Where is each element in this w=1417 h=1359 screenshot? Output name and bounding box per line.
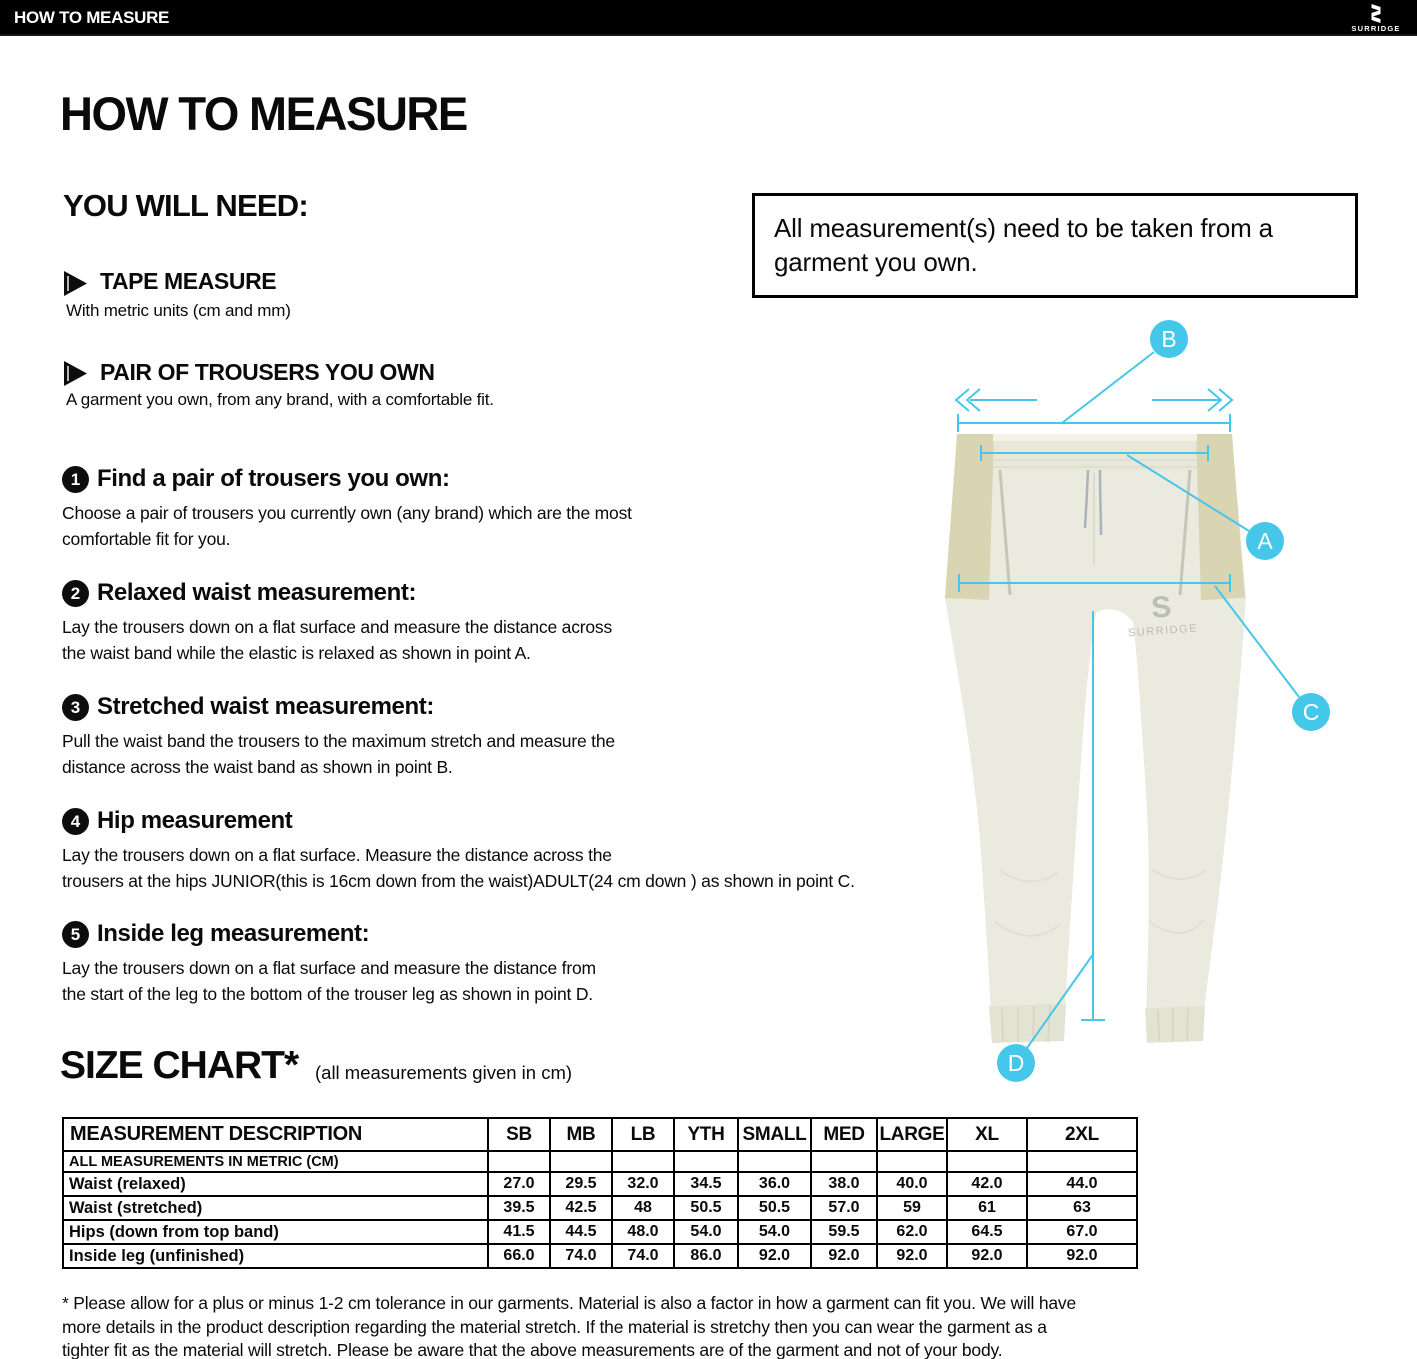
footnote-line: more details in the product description regarding the material stretch. If the material is stretchy then you can wear the garment as a	[62, 1316, 1047, 1337]
measurement-value-cell: 36.0	[738, 1172, 811, 1196]
measurement-value-cell: 62.0	[877, 1220, 947, 1244]
step-body-line: Choose a pair of trousers you currently own (any brand) which are the most	[62, 503, 632, 523]
measurement-value-cell: 57.0	[811, 1196, 877, 1220]
step-body-line: Lay the trousers down on a flat surface. Measure the distance across the	[62, 845, 612, 865]
measurement-value-cell: 92.0	[811, 1244, 877, 1268]
size-chart-column-header: SMALL	[738, 1118, 811, 1151]
step-body	[62, 500, 632, 552]
measurement-value-cell: 44.0	[1027, 1172, 1137, 1196]
s-mark-icon	[1367, 2, 1385, 25]
measurement-value-cell: 29.5	[550, 1172, 612, 1196]
measurement-value-cell: 92.0	[877, 1244, 947, 1268]
callout-line-b	[1062, 352, 1154, 423]
measurement-value-cell: 32.0	[612, 1172, 674, 1196]
empty-cell	[612, 1151, 674, 1172]
step-title: Hip measurement	[97, 807, 293, 834]
measurement-value-cell: 59.5	[811, 1220, 877, 1244]
measurement-value-cell: 61	[947, 1196, 1027, 1220]
size-chart-data-row	[63, 1220, 1137, 1244]
measurement-value-cell: 54.0	[738, 1220, 811, 1244]
size-chart-column-header: SB	[488, 1118, 550, 1151]
measurement-label-cell: Hips (down from top band)	[63, 1220, 488, 1244]
measurement-value-cell: 74.0	[612, 1244, 674, 1268]
need-item-description: A garment you own, from any brand, with a comfortable fit.	[66, 390, 494, 409]
empty-cell	[674, 1151, 738, 1172]
measurement-value-cell: 63	[1027, 1196, 1137, 1220]
top-bar-title: HOW TO MEASURE	[14, 8, 170, 27]
empty-cell	[1027, 1151, 1137, 1172]
size-chart-column-header: LARGE	[877, 1118, 947, 1151]
empty-cell	[550, 1151, 612, 1172]
step-body-line: Pull the waist band the trousers to the maximum stretch and measure the	[62, 731, 615, 751]
step-number-badge: 2	[62, 580, 89, 607]
size-chart-column-header: XL	[947, 1118, 1027, 1151]
step-body-line: trousers at the hips JUNIOR(this is 16cm down from the waist)ADULT(24 cm down ) as shown in point C.	[62, 871, 855, 891]
step-body	[62, 842, 855, 894]
size-chart-subheading: (all measurements given in cm)	[315, 1062, 573, 1083]
measure-line-b-stretched-waist	[958, 414, 1230, 432]
size-chart-header-row	[63, 1118, 1137, 1151]
measurement-value-cell: 50.5	[674, 1196, 738, 1220]
empty-cell	[811, 1151, 877, 1172]
size-chart-data-row	[63, 1244, 1137, 1268]
measurement-value-cell: 48	[612, 1196, 674, 1220]
step-body-line: the waist band while the elastic is relaxed as shown in point A.	[62, 643, 531, 663]
measurement-label-cell: Inside leg (unfinished)	[63, 1244, 488, 1268]
step-body-line: comfortable fit for you.	[62, 529, 231, 549]
top-bar	[0, 0, 1417, 36]
step-body	[62, 728, 615, 780]
step-number-badge: 1	[62, 466, 89, 493]
measurement-value-cell: 27.0	[488, 1172, 550, 1196]
step-title: Relaxed waist measurement:	[97, 579, 417, 606]
label-c: C	[1302, 699, 1320, 725]
footnote	[62, 1292, 1076, 1359]
measurement-value-cell: 59	[877, 1196, 947, 1220]
size-chart-column-header: MEASUREMENT DESCRIPTION	[63, 1118, 488, 1151]
size-chart-column-header: MED	[811, 1118, 877, 1151]
measurement-value-cell: 38.0	[811, 1172, 877, 1196]
size-chart-column-header: YTH	[674, 1118, 738, 1151]
step-body-line: distance across the waist band as shown in point B.	[62, 757, 453, 777]
measurement-value-cell: 54.0	[674, 1220, 738, 1244]
svg-text:S: S	[1150, 590, 1173, 625]
step-title: Find a pair of trousers you own:	[97, 465, 450, 492]
measurement-value-cell: 41.5	[488, 1220, 550, 1244]
ankle-cuff-right	[1145, 1006, 1205, 1043]
measurement-value-cell: 92.0	[738, 1244, 811, 1268]
measurement-value-cell: 42.0	[947, 1172, 1027, 1196]
size-chart-table	[62, 1117, 1138, 1269]
measurement-label-cell: Waist (relaxed)	[63, 1172, 488, 1196]
page-title: HOW TO MEASURE	[60, 87, 467, 140]
step-body	[62, 955, 596, 1007]
label-d: D	[1007, 1050, 1025, 1076]
measurement-value-cell: 50.5	[738, 1196, 811, 1220]
note-line: All measurement(s) need to be taken from a	[774, 213, 1273, 243]
measurement-value-cell: 86.0	[674, 1244, 738, 1268]
need-item-label: TAPE MEASURE	[100, 268, 277, 294]
step-body	[62, 614, 612, 666]
metric-note-cell: ALL MEASUREMENTS IN METRIC (CM)	[63, 1151, 488, 1172]
need-item-description: With metric units (cm and mm)	[66, 301, 291, 320]
note-box	[752, 193, 1358, 298]
empty-cell	[877, 1151, 947, 1172]
you-will-need-heading: YOU WILL NEED:	[63, 188, 308, 223]
trousers-illustration	[945, 434, 1246, 1043]
measurement-label-cell: Waist (stretched)	[63, 1196, 488, 1220]
empty-cell	[947, 1151, 1027, 1172]
size-chart-heading: SIZE CHART*	[60, 1044, 299, 1087]
svg-text:SURRIDGE: SURRIDGE	[1127, 622, 1199, 640]
size-chart-column-header: MB	[550, 1118, 612, 1151]
surridge-logo	[1341, 2, 1411, 33]
measurement-value-cell: 92.0	[1027, 1244, 1137, 1268]
label-a: A	[1257, 528, 1273, 554]
size-chart-data-row	[63, 1172, 1137, 1196]
step-body-line: the start of the leg to the bottom of the trouser leg as shown in point D.	[62, 984, 593, 1004]
measurement-value-cell: 44.5	[550, 1220, 612, 1244]
label-b: B	[1161, 326, 1177, 352]
measurement-value-cell: 39.5	[488, 1196, 550, 1220]
need-item-label: PAIR OF TROUSERS YOU OWN	[100, 359, 435, 385]
step-number-badge: 3	[62, 694, 89, 721]
measurement-value-cell: 67.0	[1027, 1220, 1137, 1244]
step-title: Inside leg measurement:	[97, 920, 370, 947]
side-panel-right	[1196, 434, 1245, 600]
step-number-badge: 5	[62, 921, 89, 948]
step-number-badge: 4	[62, 808, 89, 835]
step-title: Stretched waist measurement:	[97, 693, 434, 720]
measurement-value-cell: 40.0	[877, 1172, 947, 1196]
size-chart-column-header: 2XL	[1027, 1118, 1137, 1151]
measurement-value-cell: 34.5	[674, 1172, 738, 1196]
size-chart-column-header: LB	[612, 1118, 674, 1151]
size-guide-figure	[940, 310, 1360, 1100]
size-chart-metric-row	[63, 1151, 1137, 1172]
footnote-line: * Please allow for a plus or minus 1-2 cm tolerance in our garments. Material is also a factor in how a garment can fit you. We will have	[62, 1293, 1076, 1313]
measurement-value-cell: 92.0	[947, 1244, 1027, 1268]
side-panel-left	[945, 434, 994, 600]
measurement-value-cell: 64.5	[947, 1220, 1027, 1244]
play-triangle-icon	[62, 360, 89, 387]
step-body-line: Lay the trousers down on a flat surface and measure the distance across	[62, 617, 613, 637]
footnote-line: tighter fit as the material will stretch. Please be aware that the above measurements are of the garment and not of your body.	[62, 1340, 1003, 1359]
note-line: garment you own.	[774, 247, 978, 277]
measurement-value-cell: 42.5	[550, 1196, 612, 1220]
empty-cell	[488, 1151, 550, 1172]
measurement-value-cell: 74.0	[550, 1244, 612, 1268]
step-body-line: Lay the trousers down on a flat surface and measure the distance from	[62, 958, 596, 978]
play-triangle-icon	[62, 270, 89, 297]
measurement-value-cell: 66.0	[488, 1244, 550, 1268]
measurement-value-cell: 48.0	[612, 1220, 674, 1244]
size-chart-data-row	[63, 1196, 1137, 1220]
empty-cell	[738, 1151, 811, 1172]
brand-name: SURRIDGE	[1351, 24, 1401, 33]
